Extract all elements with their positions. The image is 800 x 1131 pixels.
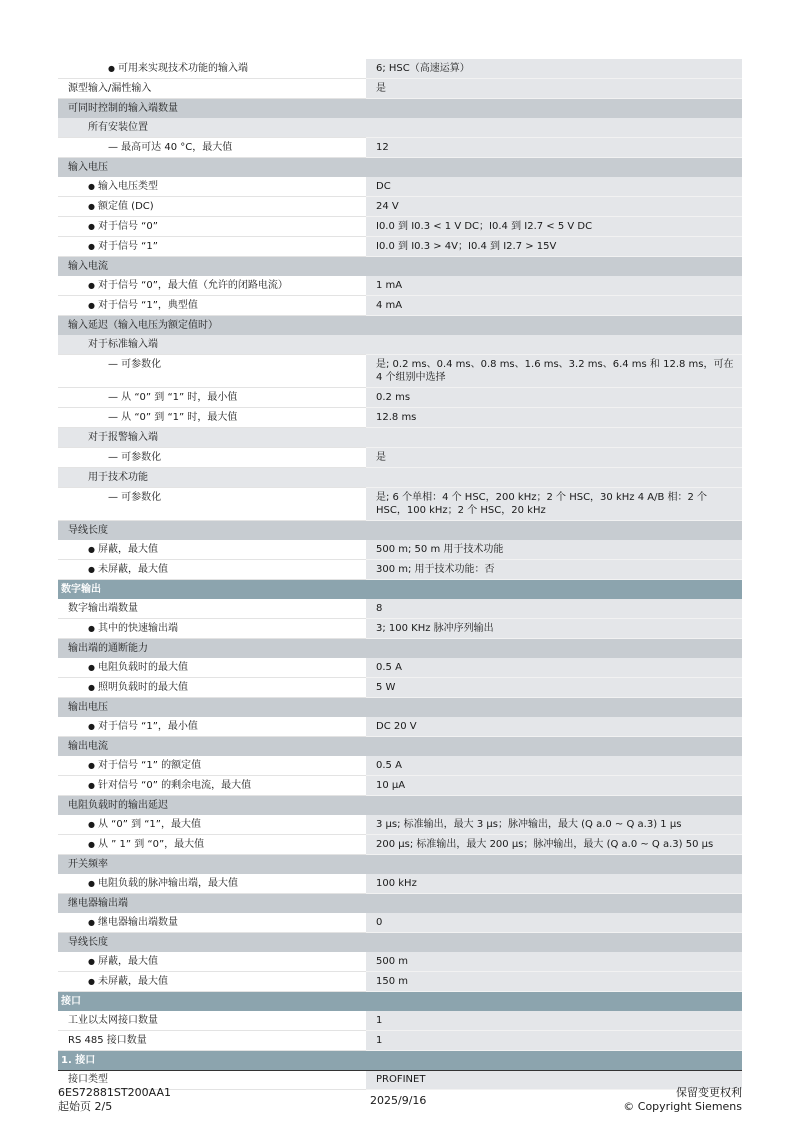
- group-header: 电阻负载时的输出延迟: [58, 796, 742, 815]
- spec-value: 3; 100 KHz 脉冲序列输出: [366, 619, 742, 639]
- spec-label-text: — 可参数化: [108, 492, 162, 503]
- spec-label-text: 对于信号 “0”，最大值（允许的闭路电流）: [97, 280, 288, 291]
- spec-label: [58, 1031, 366, 1051]
- spec-row: [58, 177, 742, 197]
- spec-label: [58, 197, 366, 217]
- spec-label-text: 对于信号 “1” 的额定值: [97, 760, 202, 771]
- spec-label: [58, 118, 366, 138]
- spec-row: [58, 874, 742, 894]
- rights-notice: 保留变更权利: [676, 1086, 742, 1099]
- spec-value: DC 20 V: [366, 717, 742, 737]
- group-header: 输入电流: [58, 257, 742, 276]
- spec-label-text: 对于标准输入端: [88, 339, 158, 350]
- spec-value: 是; 0.2 ms、0.4 ms、0.8 ms、1.6 ms、3.2 ms、6.4 ms 和 12.8 ms，可在 4 个组别中选择: [366, 355, 742, 388]
- bullet-icon: ●: [88, 820, 95, 829]
- spec-value: 150 m: [366, 972, 742, 992]
- spec-row: [58, 448, 742, 468]
- spec-label: [58, 560, 366, 580]
- spec-label-text: 用于技术功能: [88, 472, 148, 483]
- spec-label-text: 针对信号 “0” 的剩余电流，最大值: [97, 780, 252, 791]
- spec-label-text: 继电器输出端数量: [97, 917, 178, 928]
- spec-label-text: RS 485 接口数量: [68, 1035, 147, 1046]
- spec-value: I0.0 到 I0.3 > 4V；I0.4 到 I2.7 > 15V: [366, 237, 742, 257]
- spec-label: [58, 488, 366, 521]
- spec-label-text: 可用来实现技术功能的输入端: [117, 63, 248, 74]
- spec-value: [366, 428, 742, 448]
- spec-value: 1 mA: [366, 276, 742, 296]
- bullet-icon: ●: [88, 781, 95, 790]
- bullet-icon: ●: [88, 182, 95, 191]
- spec-label-text: 其中的快速输出端: [97, 623, 178, 634]
- spec-label-text: 电阻负载时的最大值: [97, 662, 188, 673]
- bullet-icon: ●: [88, 683, 95, 692]
- spec-value: 1: [366, 1031, 742, 1051]
- spec-label: [58, 619, 366, 639]
- spec-value: 3 µs; 标准输出，最大 3 µs；脉冲输出，最大 (Q a.0 ~ Q a.3) 1 µs: [366, 815, 742, 835]
- spec-value: 10 µA: [366, 776, 742, 796]
- spec-value: 24 V: [366, 197, 742, 217]
- spec-label-text: 对于信号 “1”，最小值: [97, 721, 198, 732]
- spec-label: [58, 1011, 366, 1031]
- spec-label: [58, 678, 366, 698]
- spec-label: [58, 276, 366, 296]
- spec-label: [58, 815, 366, 835]
- spec-label-text: 对于信号 “1”，典型值: [97, 300, 198, 311]
- bullet-icon: ●: [88, 879, 95, 888]
- spec-label: [58, 79, 366, 99]
- spec-label: [58, 913, 366, 933]
- subgroup-row: [58, 468, 742, 488]
- spec-value: [366, 335, 742, 355]
- spec-table: [58, 59, 742, 1090]
- spec-label-text: 接口类型: [68, 1074, 108, 1085]
- spec-label: [58, 717, 366, 737]
- spec-label: [58, 59, 366, 79]
- spec-label: [58, 952, 366, 972]
- group-header: 导线长度: [58, 521, 742, 540]
- bullet-icon: ●: [88, 624, 95, 633]
- spec-row: [58, 756, 742, 776]
- spec-label-text: — 最高可达 40 °C，最大值: [108, 142, 233, 153]
- group-header: 继电器输出端: [58, 894, 742, 913]
- group-header: 开关频率: [58, 855, 742, 874]
- spec-label-text: 未屏蔽，最大值: [97, 976, 168, 987]
- spec-label-text: — 可参数化: [108, 359, 162, 370]
- spec-value: 0.2 ms: [366, 388, 742, 408]
- spec-value: 0.5 A: [366, 756, 742, 776]
- spec-value: 是: [366, 448, 742, 468]
- bullet-icon: ●: [88, 565, 95, 574]
- spec-row: [58, 1031, 742, 1051]
- spec-label: [58, 448, 366, 468]
- spec-row: [58, 276, 742, 296]
- spec-value: 12.8 ms: [366, 408, 742, 428]
- spec-row: [58, 599, 742, 619]
- spec-label-text: 数字输出端数量: [68, 603, 138, 614]
- bullet-icon: ●: [88, 663, 95, 672]
- bullet-icon: ●: [88, 840, 95, 849]
- spec-row: [58, 408, 742, 428]
- spec-value: 0: [366, 913, 742, 933]
- section-header: 接口: [58, 992, 742, 1011]
- spec-label: [58, 428, 366, 448]
- page-number: 起始页 2/5: [58, 1100, 113, 1113]
- spec-row: [58, 59, 742, 79]
- spec-row: [58, 197, 742, 217]
- spec-row: [58, 815, 742, 835]
- spec-row: [58, 138, 742, 158]
- spec-row: [58, 678, 742, 698]
- spec-label-text: 所有安装位置: [88, 122, 148, 133]
- spec-row: [58, 913, 742, 933]
- bullet-icon: ●: [88, 761, 95, 770]
- spec-value: I0.0 到 I0.3 < 1 V DC；I0.4 到 I2.7 < 5 V DC: [366, 217, 742, 237]
- spec-label-text: 对于报警输入端: [88, 432, 158, 443]
- bullet-icon: ●: [88, 202, 95, 211]
- spec-row: [58, 388, 742, 408]
- spec-value: [366, 468, 742, 488]
- spec-label-text: — 从 “0” 到 “1” 时，最大值: [108, 412, 238, 423]
- spec-value: 500 m; 50 m 用于技术功能: [366, 540, 742, 560]
- bullet-icon: ●: [88, 722, 95, 731]
- section-header: 数字输出: [58, 580, 742, 599]
- section-header: 1. 接口: [58, 1051, 742, 1070]
- spec-label-text: 屏蔽，最大值: [97, 956, 158, 967]
- spec-label-text: 源型输入/漏性输入: [68, 83, 152, 94]
- bullet-icon: ●: [88, 222, 95, 231]
- bullet-icon: ●: [88, 918, 95, 927]
- spec-label-text: — 从 “0” 到 “1” 时，最小值: [108, 392, 238, 403]
- spec-row: [58, 560, 742, 580]
- spec-label: [58, 874, 366, 894]
- spec-row: [58, 952, 742, 972]
- spec-label: [58, 217, 366, 237]
- spec-label: [58, 972, 366, 992]
- spec-label-text: 屏蔽，最大值: [97, 544, 158, 555]
- subgroup-row: [58, 428, 742, 448]
- spec-value: 12: [366, 138, 742, 158]
- spec-value: [366, 118, 742, 138]
- subgroup-row: [58, 335, 742, 355]
- spec-row: [58, 237, 742, 257]
- group-header: 输出端的通断能力: [58, 639, 742, 658]
- spec-row: [58, 658, 742, 678]
- copyright: © Copyright Siemens: [623, 1100, 742, 1113]
- spec-label: [58, 237, 366, 257]
- spec-row: [58, 79, 742, 99]
- spec-value: 8: [366, 599, 742, 619]
- spec-value: 0.5 A: [366, 658, 742, 678]
- spec-label: [58, 138, 366, 158]
- spec-label: [58, 177, 366, 197]
- spec-row: [58, 619, 742, 639]
- spec-row: [58, 540, 742, 560]
- spec-label-text: 对于信号 “1”: [97, 241, 158, 252]
- spec-row: [58, 1011, 742, 1031]
- bullet-icon: ●: [88, 977, 95, 986]
- spec-label: [58, 599, 366, 619]
- spec-label-text: 对于信号 “0”: [97, 221, 158, 232]
- spec-label: [58, 540, 366, 560]
- spec-value: 6; HSC（高速运算）: [366, 59, 742, 79]
- spec-label-text: 工业以太网接口数量: [68, 1015, 158, 1026]
- spec-row: [58, 717, 742, 737]
- spec-label-text: 照明负载时的最大值: [97, 682, 188, 693]
- subgroup-row: [58, 118, 742, 138]
- spec-label: [58, 658, 366, 678]
- spec-row: [58, 355, 742, 388]
- spec-label: [58, 776, 366, 796]
- group-header: 导线长度: [58, 933, 742, 952]
- spec-value: 是; 6 个单相：4 个 HSC，200 kHz；2 个 HSC，30 kHz 4 A/B 相：2 个 HSC，100 kHz；2 个 HSC，20 kHz: [366, 488, 742, 521]
- spec-row: [58, 835, 742, 855]
- bullet-icon: ●: [88, 545, 95, 554]
- spec-label: [58, 388, 366, 408]
- footer-right: [623, 1086, 742, 1114]
- spec-value: DC: [366, 177, 742, 197]
- group-header: 输出电流: [58, 737, 742, 756]
- product-code: 6ES72881ST200AA1: [58, 1086, 171, 1099]
- group-header: 输入延迟（输入电压为额定值时）: [58, 316, 742, 335]
- spec-value: 300 m; 用于技术功能：否: [366, 560, 742, 580]
- spec-label-text: 从 “0” 到 “1”，最大值: [97, 819, 201, 830]
- group-header: 输出电压: [58, 698, 742, 717]
- spec-value: 5 W: [366, 678, 742, 698]
- spec-label: [58, 468, 366, 488]
- bullet-icon: ●: [108, 64, 115, 73]
- spec-value: 200 µs; 标准输出，最大 200 µs；脉冲输出，最大 (Q a.0 ~ Q a.3) 50 µs: [366, 835, 742, 855]
- spec-value: 100 kHz: [366, 874, 742, 894]
- spec-label: [58, 408, 366, 428]
- spec-value: 4 mA: [366, 296, 742, 316]
- bullet-icon: ●: [88, 301, 95, 310]
- spec-label-text: 未屏蔽，最大值: [97, 564, 168, 575]
- spec-value: 是: [366, 79, 742, 99]
- spec-label: [58, 756, 366, 776]
- spec-label-text: 电阻负载的脉冲输出端，最大值: [97, 878, 238, 889]
- spec-label-text: — 可参数化: [108, 452, 162, 463]
- group-header: 可同时控制的输入端数量: [58, 99, 742, 118]
- spec-label: [58, 355, 366, 388]
- spec-label-text: 额定值 (DC): [97, 201, 154, 212]
- spec-value: 1: [366, 1011, 742, 1031]
- bullet-icon: ●: [88, 957, 95, 966]
- spec-label: [58, 335, 366, 355]
- spec-row: [58, 972, 742, 992]
- spec-row: [58, 296, 742, 316]
- footer-divider: [58, 1070, 742, 1071]
- spec-row: [58, 776, 742, 796]
- spec-row: [58, 488, 742, 521]
- group-header: 输入电压: [58, 158, 742, 177]
- spec-value: 500 m: [366, 952, 742, 972]
- bullet-icon: ●: [88, 242, 95, 251]
- spec-value: PROFINET: [366, 1070, 742, 1090]
- bullet-icon: ●: [88, 281, 95, 290]
- spec-label: [58, 296, 366, 316]
- spec-row: [58, 217, 742, 237]
- footer-date: 2025/9/16: [370, 1094, 427, 1107]
- spec-label: [58, 835, 366, 855]
- footer-left: [58, 1086, 171, 1114]
- spec-label-text: 输入电压类型: [97, 181, 158, 192]
- spec-label-text: 从 ” 1” 到 “0”，最大值: [97, 839, 205, 850]
